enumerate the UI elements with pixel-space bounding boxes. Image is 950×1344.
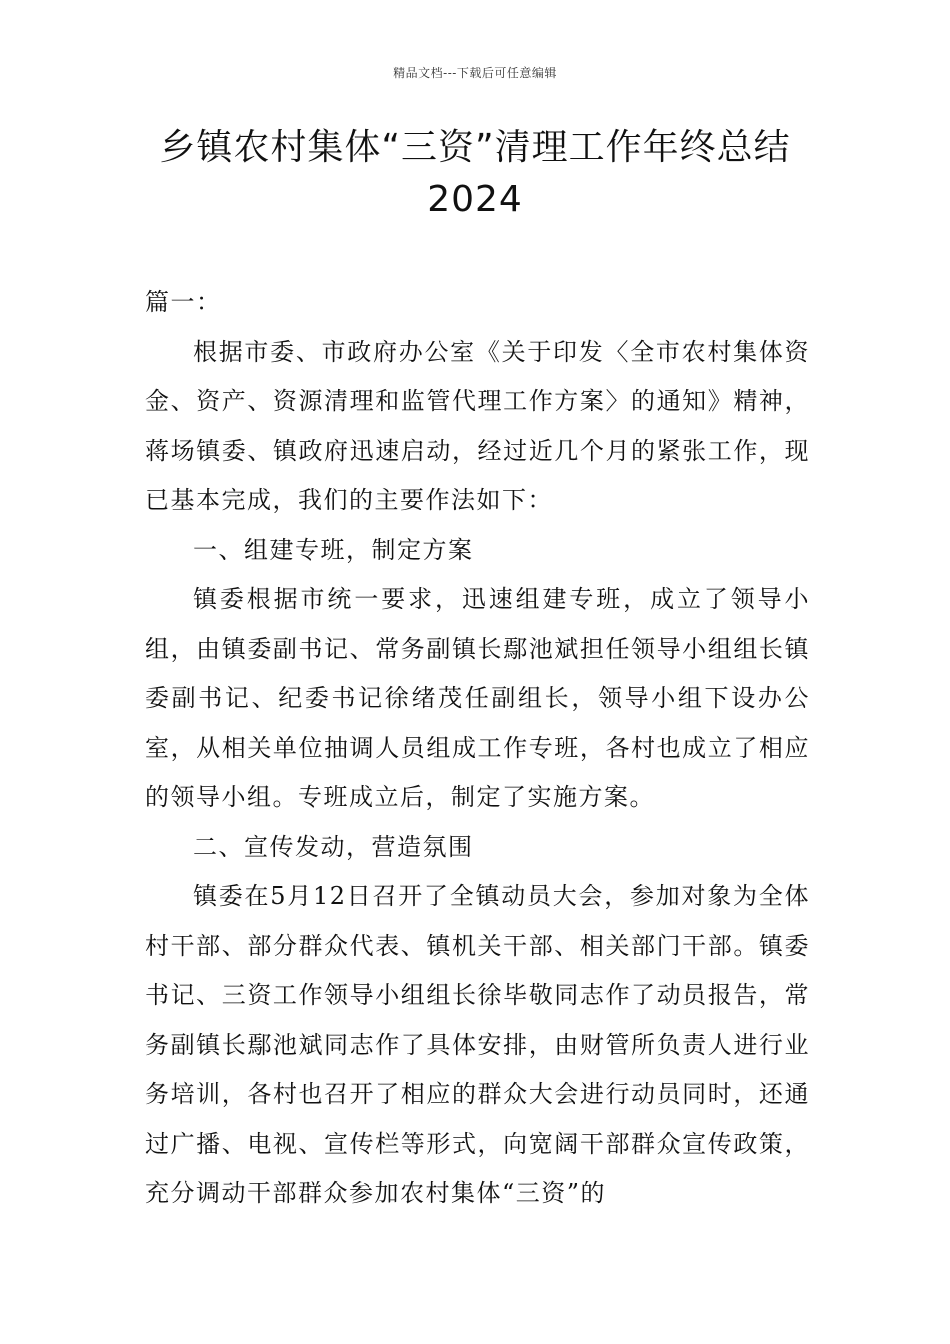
paragraph: 镇委根据市统一要求，迅速组建专班，成立了领导小组，由镇委副书记、常务副镇长鄢池斌担任领导小组组长镇委副书记、纪委书记徐绪茂任副组长，领导小组下设办公室，从相关单位抽调人员组成工作专班，各村也成立了相应的领导小组。专班成立后，制定了实施方案。 bbox=[145, 585, 810, 811]
paragraph: 根据市委、市政府办公室《关于印发〈全市农村集体资金、资产、资源清理和监管代理工作方案〉的通知》精神，蒋场镇委、镇政府迅速启动，经过近几个月的紧张工作，现已基本完成，我们的主要作法如下： bbox=[145, 337, 810, 514]
paragraph: 镇委在5月12日召开了全镇动员大会，参加对象为全体村干部、部分群众代表、镇机关干部、相关部门干部。镇委书记、三资工作领导小组组长徐毕敬同志作了动员报告，常务副镇长鄢池斌同志作了具体安排，由财管所负责人进行业务培训，各村也召开了相应的群众大会进行动员同时，还通过广播、电视、宣传栏等形式，向宽阔干部群众宣传政策，充分调动干部群众参加农村集体“三资”的 bbox=[145, 882, 810, 1207]
header-note: 精品文档---下载后可任意编辑 bbox=[393, 66, 557, 80]
section-heading: 二、宣传发动，营造氛围 bbox=[193, 832, 474, 861]
document-title: 乡镇农村集体“三资”清理工作年终总结2024 bbox=[159, 127, 791, 220]
section-heading: 一、组建专班，制定方案 bbox=[193, 535, 474, 564]
document-body bbox=[145, 278, 810, 1219]
section-label: 篇一： bbox=[145, 288, 222, 316]
